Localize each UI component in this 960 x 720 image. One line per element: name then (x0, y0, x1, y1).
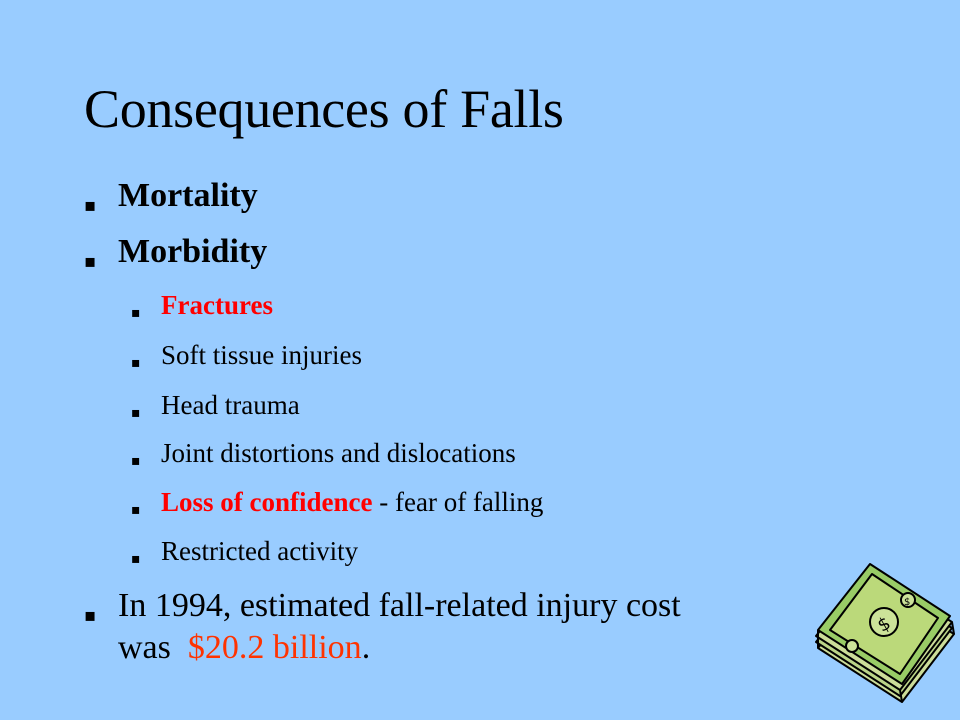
subitem-text: Fractures (161, 290, 273, 320)
cost-line-2 (118, 628, 370, 668)
emphasis-text: Loss of confidence (161, 487, 373, 517)
svg-text:$: $ (904, 597, 911, 608)
square-bullet-icon: ▪ (131, 305, 141, 321)
svg-text:$: $ (873, 612, 895, 637)
square-bullet-icon: ▪ (131, 453, 141, 469)
square-bullet-icon: ▪ (84, 251, 97, 272)
square-bullet-icon: ▪ (131, 502, 141, 518)
cost-prefix: was (118, 629, 188, 666)
square-bullet-icon: ▪ (131, 551, 141, 567)
square-bullet-icon: ▪ (131, 405, 141, 421)
bullet-text: Mortality (118, 177, 258, 214)
slide-title: Consequences of Falls (84, 79, 564, 139)
square-bullet-icon: ▪ (84, 605, 97, 626)
subitem-text: Head trauma (161, 390, 300, 420)
square-bullet-icon: ▪ (131, 355, 141, 371)
subitem-text (161, 486, 543, 518)
square-bullet-icon: ▪ (84, 195, 97, 216)
bullet-text: Morbidity (118, 233, 268, 270)
money-stack-icon (810, 560, 960, 710)
subitem-text: Joint distortions and dislocations (161, 438, 516, 468)
rest-text: - fear of falling (372, 487, 544, 517)
cost-amount: $20.2 billion (187, 629, 362, 666)
subitem-text: Restricted activity (161, 536, 359, 566)
cost-line-1: In 1994, estimated fall-related injury cost (118, 587, 681, 624)
cost-suffix: . (361, 629, 371, 666)
subitem-text: Soft tissue injuries (161, 340, 362, 370)
